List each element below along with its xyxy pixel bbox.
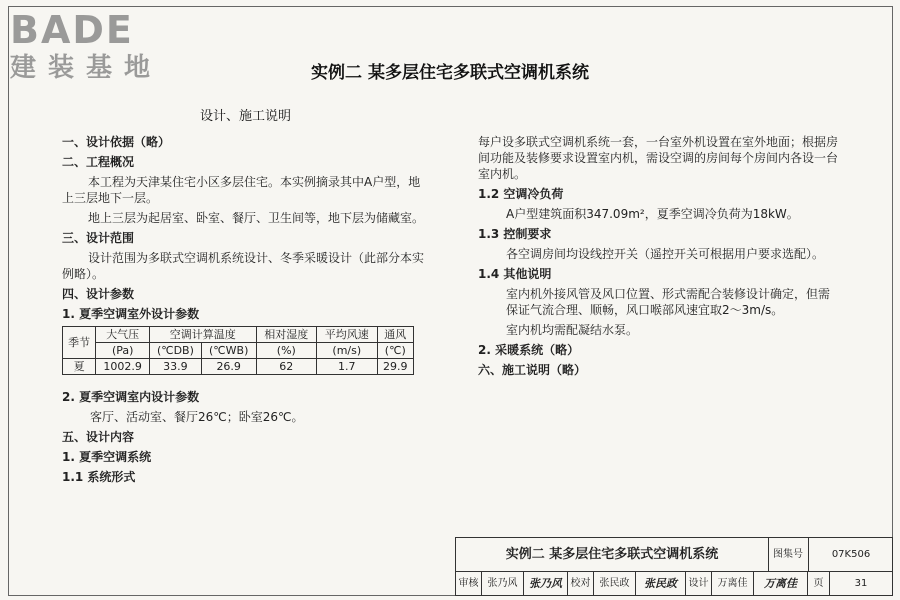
paragraph: 各空调房间均设线控开关（遥控开关可根据用户要求选配）。 bbox=[506, 247, 825, 261]
heading-design-content: 五、设计内容 bbox=[62, 430, 135, 444]
table-header: (%) bbox=[256, 343, 316, 359]
paragraph: 室内机外接风管及风口位置、形式需配合装修设计确定，但需保证气流合理、顺畅，风口喉部风速宜取2～3m/s。 bbox=[506, 287, 831, 317]
paragraph: 每户设多联式空调机系统一套，一台室外机设置在室外地面；根据房间功能及装修要求设置室内机，需设空调的房间每个房间内各设一台室内机。 bbox=[478, 135, 839, 181]
heading-design-parameters: 四、设计参数 bbox=[62, 287, 135, 301]
checker-name: 张民政 bbox=[594, 572, 636, 596]
heading-outdoor-params: 1. 夏季空调室外设计参数 bbox=[62, 307, 200, 321]
page-title: 实例二 某多层住宅多联式空调机系统 bbox=[311, 63, 589, 83]
table-header-row bbox=[63, 343, 414, 359]
page-label: 页 bbox=[808, 572, 830, 596]
paragraph: 室内机均需配凝结水泵。 bbox=[506, 323, 639, 337]
atlas-number: 07K506 bbox=[831, 549, 871, 560]
review-label: 审核 bbox=[456, 572, 482, 596]
reviewer-signature: 张乃风 bbox=[524, 572, 568, 596]
table-header-row bbox=[63, 327, 414, 343]
heading-project-overview: 二、工程概况 bbox=[62, 155, 135, 169]
table-cell: 29.9 bbox=[377, 359, 413, 375]
table-header: 平均风速 bbox=[317, 327, 377, 343]
heading-control: 1.3 控制要求 bbox=[478, 227, 552, 241]
heading-construction: 六、施工说明（略） bbox=[478, 363, 587, 377]
heading-design-scope: 三、设计范围 bbox=[62, 231, 135, 245]
table-cell: 1002.9 bbox=[96, 359, 150, 375]
table-header: 空调计算温度 bbox=[150, 327, 257, 343]
reviewer-name: 张乃风 bbox=[482, 572, 524, 596]
heading-heating: 2. 采暖系统（略） bbox=[478, 343, 580, 357]
title-block-row bbox=[456, 538, 892, 572]
table-cell: 26.9 bbox=[201, 359, 256, 375]
title-block-row bbox=[456, 572, 892, 596]
heading-summer-ac: 1. 夏季空调系统 bbox=[62, 450, 152, 464]
table-row bbox=[63, 359, 414, 375]
section-subtitle: 设计、施工说明 bbox=[200, 109, 292, 124]
paragraph: 客厅、活动室、餐厅26℃；卧室26℃。 bbox=[90, 410, 304, 424]
paragraph: 本工程为天津某住宅小区多层住宅。本实例摘录其中A户型，地上三层地下一层。 bbox=[62, 175, 421, 205]
page-number: 31 bbox=[854, 578, 868, 589]
table-header: 相对湿度 bbox=[256, 327, 316, 343]
heading-other-notes: 1.4 其他说明 bbox=[478, 267, 552, 281]
watermark-subtitle: 建装基地 bbox=[10, 53, 163, 83]
table-cell: 33.9 bbox=[150, 359, 202, 375]
table-header: 大气压 bbox=[96, 327, 150, 343]
table-cell: 1.7 bbox=[317, 359, 377, 375]
title-block-title: 实例二 某多层住宅多联式空调机系统 bbox=[456, 538, 769, 571]
table-header: (℃DB) bbox=[150, 343, 202, 359]
heading-indoor-params: 2. 夏季空调室内设计参数 bbox=[62, 390, 200, 404]
table-header: (℃) bbox=[377, 343, 413, 359]
paragraph: 设计范围为多联式空调机系统设计、冬季采暖设计（此部分本实例略）。 bbox=[62, 251, 425, 281]
heading-design-basis: 一、设计依据（略） bbox=[62, 135, 171, 149]
atlas-label: 图集号 bbox=[768, 538, 809, 571]
designer-name: 万离佳 bbox=[712, 572, 754, 596]
right-column bbox=[478, 134, 838, 382]
design-label: 设计 bbox=[686, 572, 712, 596]
left-column bbox=[62, 134, 432, 489]
table-header: 季节 bbox=[63, 327, 96, 359]
outdoor-params-table bbox=[62, 326, 414, 375]
table-header: (℃WB) bbox=[201, 343, 256, 359]
table-header: (m/s) bbox=[317, 343, 377, 359]
table-cell: 夏 bbox=[63, 359, 96, 375]
paragraph: A户型建筑面积347.09m²，夏季空调冷负荷为18kW。 bbox=[506, 207, 799, 221]
table-cell: 62 bbox=[256, 359, 316, 375]
title-block bbox=[455, 537, 893, 596]
check-label: 校对 bbox=[568, 572, 594, 596]
table-header: (Pa) bbox=[96, 343, 150, 359]
heading-system-form: 1.1 系统形式 bbox=[62, 470, 136, 484]
watermark-logo: BADE bbox=[10, 8, 134, 52]
heading-cooling-load: 1.2 空调冷负荷 bbox=[478, 187, 564, 201]
table-header: 通风 bbox=[377, 327, 413, 343]
designer-signature: 万离佳 bbox=[754, 572, 808, 596]
paragraph: 地上三层为起居室、卧室、餐厅、卫生间等，地下层为储藏室。 bbox=[88, 211, 425, 225]
checker-signature: 张民政 bbox=[636, 572, 686, 596]
